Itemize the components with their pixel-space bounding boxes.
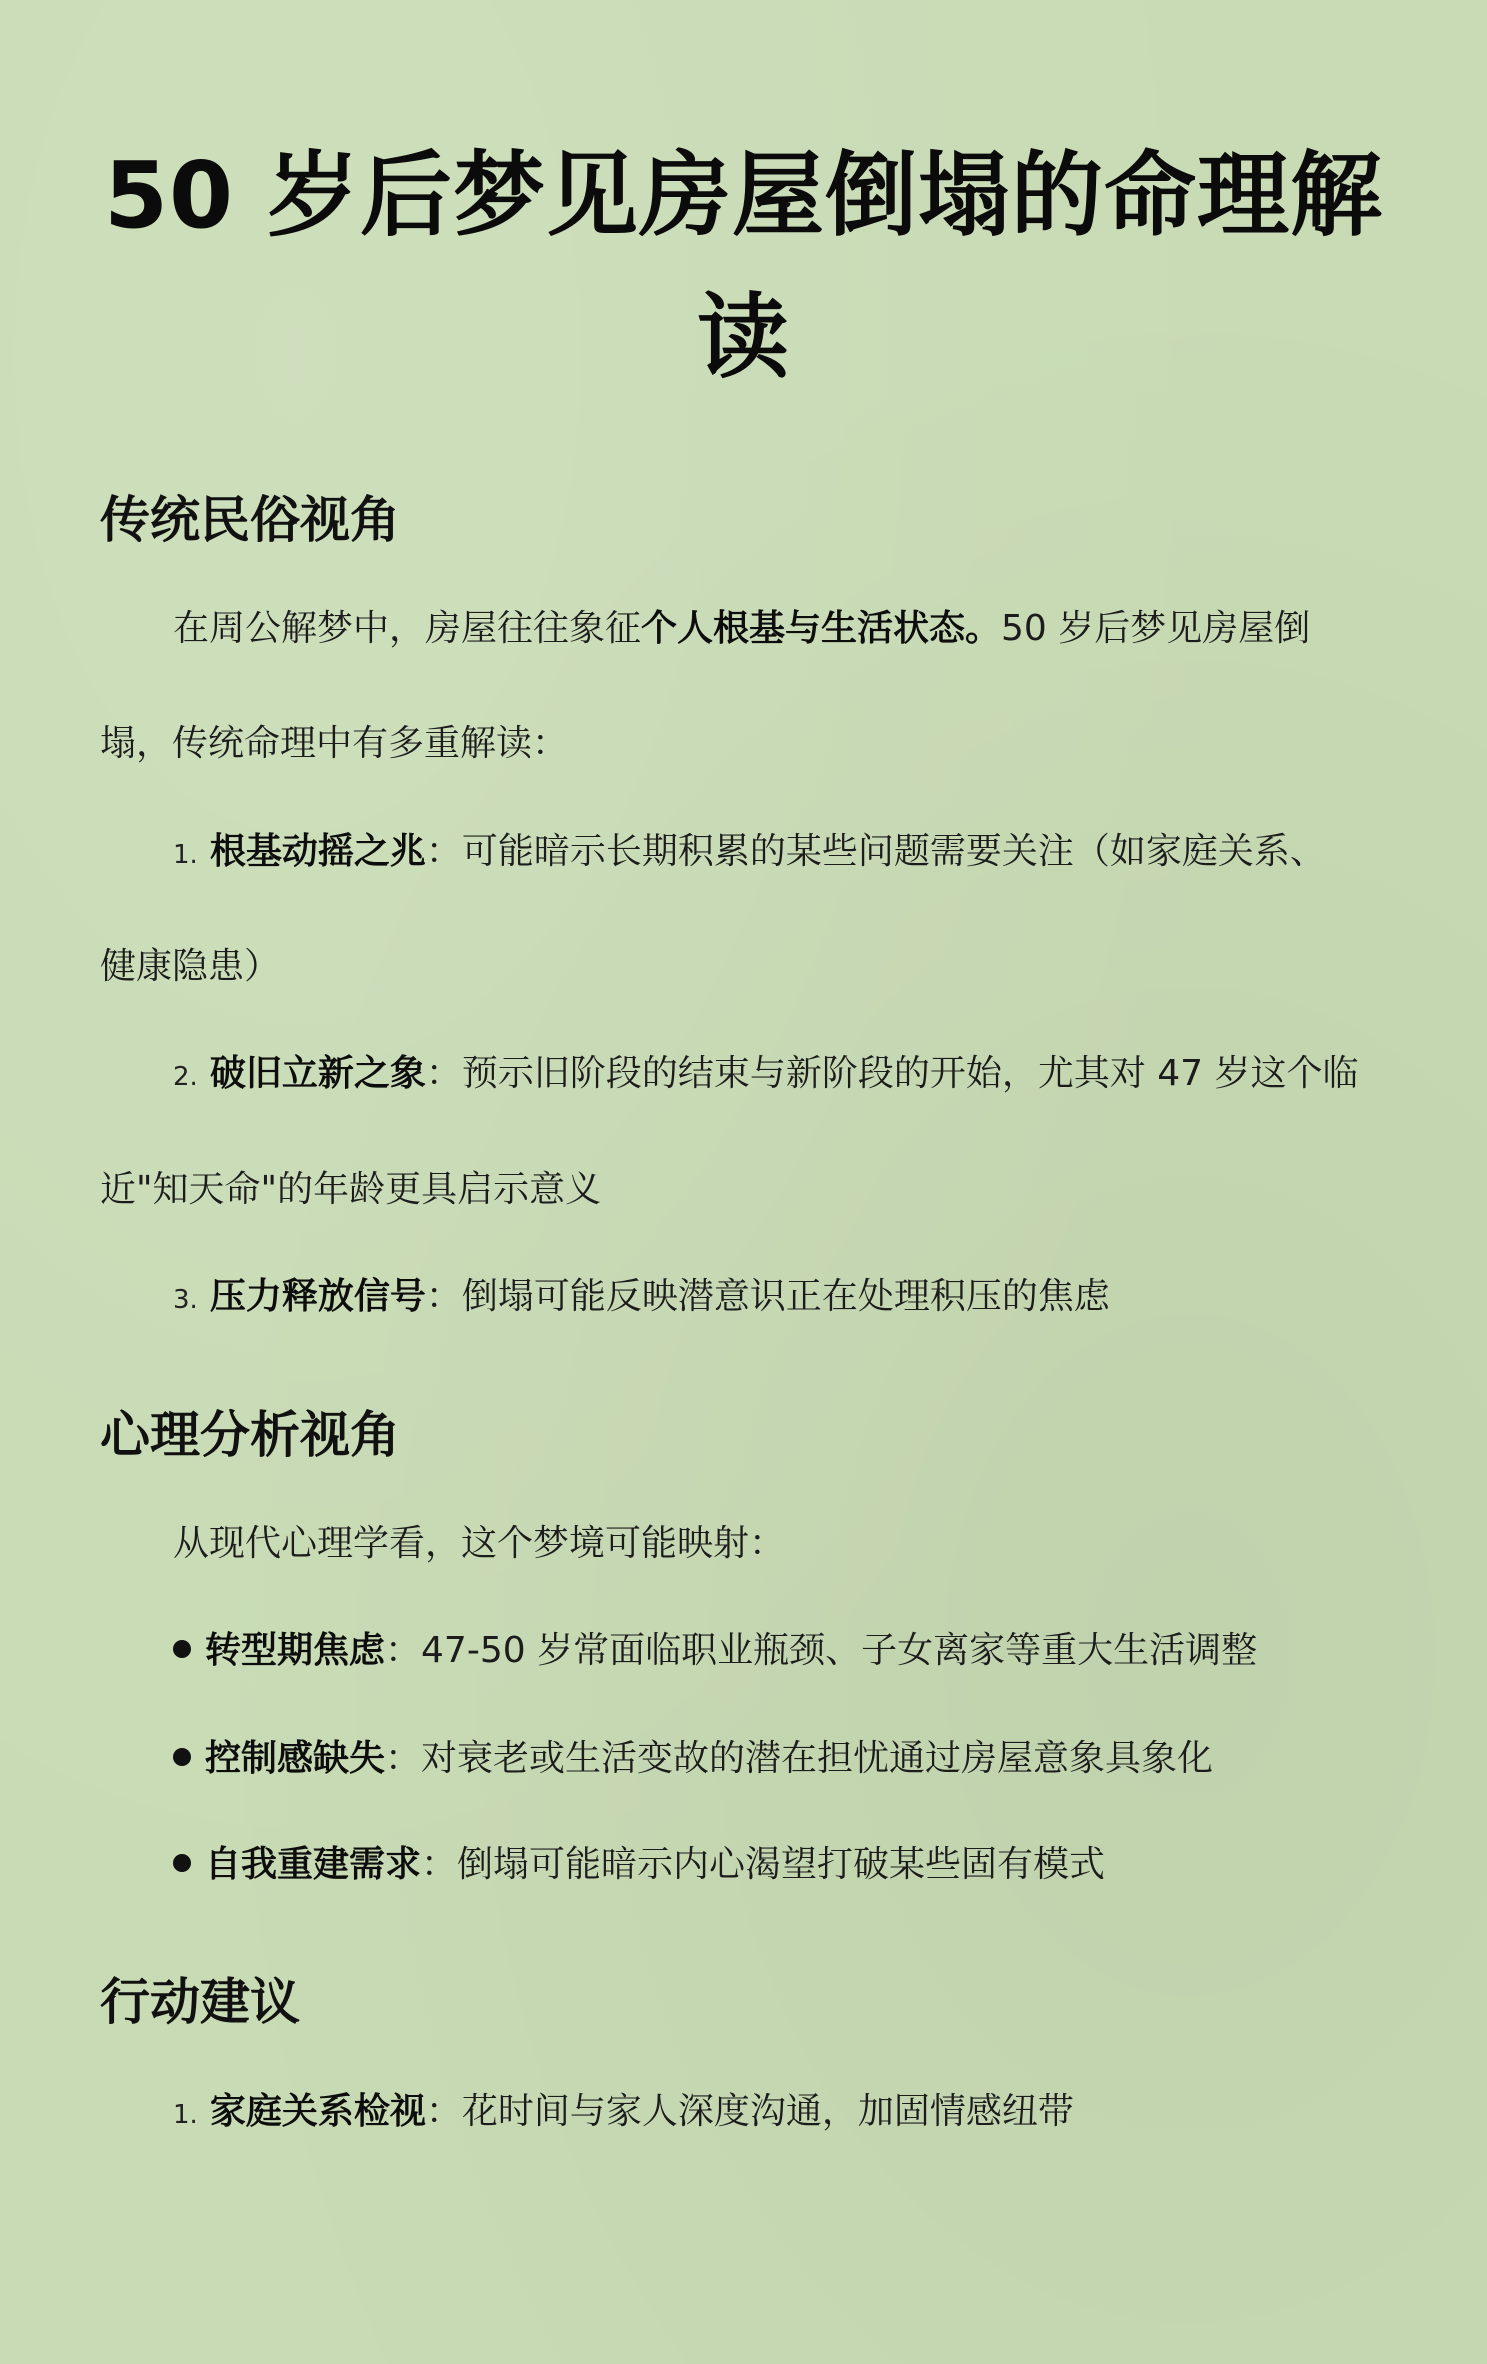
bullet-item-bold: 控制感缺失: [205, 1738, 386, 1779]
list-number: 2.: [173, 1062, 198, 1092]
bullet-item-1: [173, 1627, 1257, 1675]
section-heading-actions: 行动建议: [100, 1973, 300, 2031]
action-item-1: [173, 2088, 1074, 2139]
section-heading-psychology: 心理分析视角: [100, 1406, 400, 1464]
list-item-text: ：预示旧阶段的结束与新阶段的开始，尤其对 47 岁这个临: [425, 1053, 1359, 1094]
page-title: [100, 125, 1387, 409]
bullet-item-2: [173, 1735, 1213, 1783]
list-number: 1.: [173, 840, 198, 870]
bullet-icon: [173, 1854, 191, 1872]
action-item-bold: 家庭关系检视: [209, 2091, 426, 2132]
action-item-text: ：花时间与家人深度沟通，加固情感纽带: [425, 2091, 1074, 2132]
intro-text-bold: 个人根基与生活状态。: [641, 608, 1002, 649]
bullet-item-bold: 自我重建需求: [205, 1844, 422, 1885]
list-item-bold: 根基动摇之兆: [209, 831, 426, 872]
section1-intro-line-1: [173, 605, 1310, 653]
page-title-line-2: 读: [696, 284, 790, 391]
list-item-bold: 破旧立新之象: [209, 1053, 426, 1094]
intro-text-suffix: 50 岁后梦见房屋倒: [1001, 608, 1311, 649]
list-number: 1.: [173, 2100, 198, 2130]
list-number: 3.: [173, 1285, 198, 1315]
list-item-1: [173, 828, 1326, 879]
intro-text-prefix: 在周公解梦中，房屋往往象征: [173, 608, 642, 649]
list-item-1-continuation: 健康隐患）: [100, 946, 281, 987]
bullet-item-text: ：倒塌可能暗示内心渴望打破某些固有模式: [421, 1844, 1106, 1885]
section2-intro: 从现代心理学看，这个梦境可能映射：: [173, 1523, 786, 1564]
list-item-2-continuation: 近"知天命"的年龄更具启示意义: [100, 1169, 602, 1210]
page-title-line-1: 50 岁后梦见房屋倒塌的命理解: [103, 142, 1384, 249]
bullet-icon: [173, 1748, 191, 1766]
bullet-item-3: [173, 1841, 1105, 1889]
bullet-item-bold: 转型期焦虑: [205, 1630, 386, 1671]
list-item-2: [173, 1050, 1359, 1101]
bullet-item-text: ：47-50 岁常面临职业瓶颈、子女离家等重大生活调整: [385, 1630, 1258, 1671]
list-item-3: [173, 1273, 1110, 1324]
section1-intro-line-2: 塌，传统命理中有多重解读：: [100, 723, 569, 764]
list-item-bold: 压力释放信号: [209, 1276, 426, 1317]
list-item-text: ：倒塌可能反映潜意识正在处理积压的焦虑: [425, 1276, 1110, 1317]
bullet-icon: [173, 1640, 191, 1658]
bullet-item-text: ：对衰老或生活变故的潜在担忧通过房屋意象具象化: [385, 1738, 1214, 1779]
list-item-text: ：可能暗示长期积累的某些问题需要关注（如家庭关系、: [425, 831, 1326, 872]
section-heading-traditional: 传统民俗视角: [100, 491, 400, 549]
